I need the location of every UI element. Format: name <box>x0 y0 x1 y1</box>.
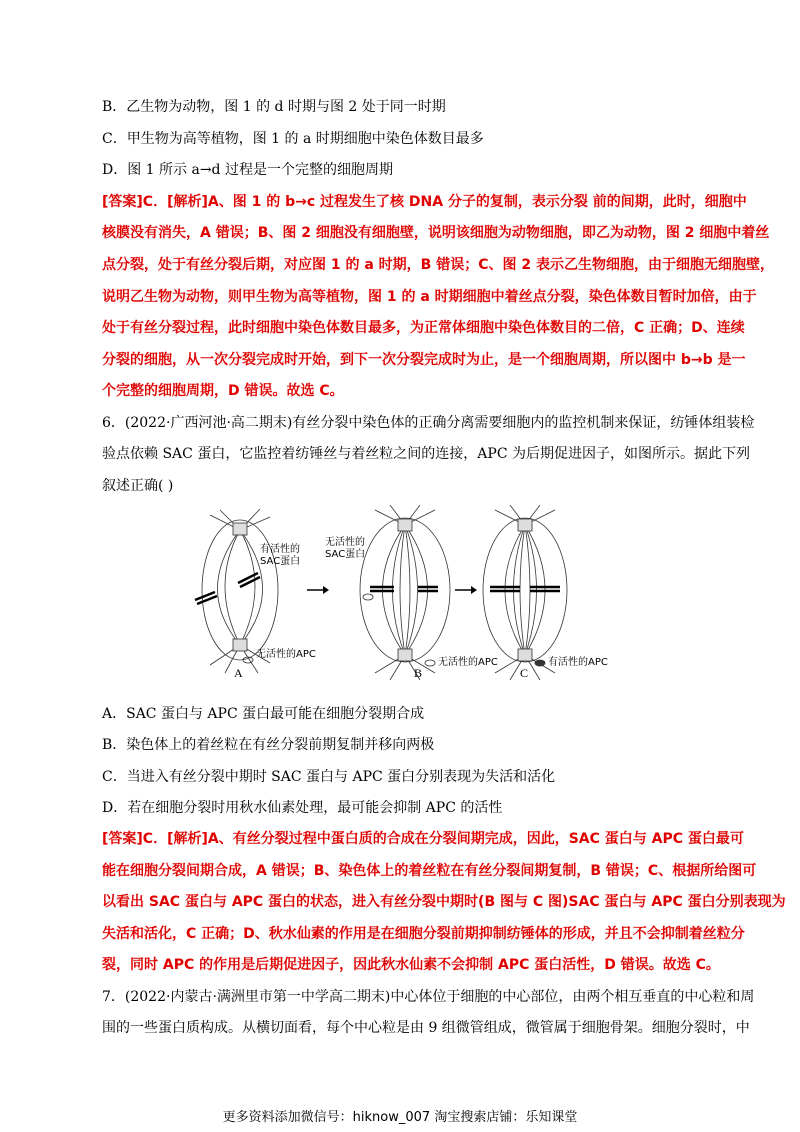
label-inactive-sac-2: SAC蛋白 <box>325 549 366 560</box>
answer-line: 个完整的细胞周期，D 错误。故选 C。 <box>102 383 344 399</box>
label-inactive-apc-b: 无活性的APC <box>438 657 498 668</box>
question-7-line: 7．(2022·内蒙古·满洲里市第一中学高二期末)中心体位于细胞的中心部位，由两个相互垂直的中心粒和周 <box>102 989 755 1005</box>
answer-line: 失活和活化，C 正确；D、秋水仙素的作用是在细胞分裂前期抑制纺锤体的形成，并且不会抑制着丝粒分 <box>102 926 745 942</box>
answer-line: 能在细胞分裂间期合成，A 错误；B、染色体上的着丝粒在有丝分裂间期复制，B 错误；C、根据所给图可 <box>102 863 757 879</box>
label-active-apc: 有活性的APC <box>548 657 608 668</box>
label-active-sac: 有活性的 <box>260 544 300 555</box>
label-active-sac-2: SAC蛋白 <box>260 556 301 567</box>
answer-line: 点分裂，处于有丝分裂后期，对应图 1 的 a 时期，B 错误；C、图 2 表示乙生物细胞，由于细胞无细胞壁， <box>102 257 774 273</box>
option-a: A．SAC 蛋白与 APC 蛋白最可能在细胞分裂期合成 <box>102 706 425 722</box>
page-footer: 更多资料添加微信号：hiknow_007 淘宝搜索店铺：乐知课堂 <box>222 1110 578 1125</box>
answer-line: 说明乙生物为动物，则甲生物为高等植物，图 1 的 a 时期细胞中着丝点分裂，染色体数目暂时加倍，由于 <box>102 289 757 305</box>
cell-b <box>360 505 450 680</box>
label-inactive-sac: 无活性的 <box>325 537 365 548</box>
answer-line: 分裂的细胞，从一次分裂完成时开始，到下一次分裂完成时为止，是一个细胞周期，所以图中 b→b 是一 <box>102 352 746 368</box>
cell-letter-c: C <box>520 666 529 680</box>
option-d-prev: D．图 1 所示 a→d 过程是一个完整的细胞周期 <box>102 162 393 178</box>
cell-c <box>483 505 567 680</box>
option-b: B．染色体上的着丝粒在有丝分裂前期复制并移向两极 <box>102 737 435 753</box>
question-7-line: 围的一些蛋白质构成。从横切面看，每个中心粒是由 9 组微管组成，微管属于细胞骨架。细胞分裂时，中 <box>102 1020 750 1036</box>
question-6-line: 6．(2022·广西河池·高二期末)有丝分裂中染色体的正确分离需要细胞内的监控机制来保证，纺锤体组装检 <box>102 415 755 431</box>
option-c-prev: C．甲生物为高等植物，图 1 的 a 时期细胞中染色体数目最多 <box>102 131 484 147</box>
label-inactive-apc-a: 无活性的APC <box>256 649 316 660</box>
mitosis-figure <box>190 505 620 685</box>
option-c: C．当进入有丝分裂中期时 SAC 蛋白与 APC 蛋白分别表现为失活和活化 <box>102 769 556 785</box>
answer-line: 以看出 SAC 蛋白与 APC 蛋白的状态，进入有丝分裂中期时(B 图与 C 图)SAC 蛋白与 APC 蛋白分别表现为 <box>102 894 786 910</box>
answer-line: 裂，同时 APC 的作用是后期促进因子，因此秋水仙素不会抑制 APC 蛋白活性，D 错误。故选 C。 <box>102 957 720 973</box>
question-6-line: 叙述正确( ) <box>102 478 174 494</box>
cell-letter-b: B <box>414 666 423 680</box>
option-b-prev: B．乙生物为动物，图 1 的 d 时期与图 2 处于同一时期 <box>102 99 446 115</box>
cell-letter-a: A <box>234 666 243 680</box>
option-d: D．若在细胞分裂时用秋水仙素处理，最可能会抑制 APC 的活性 <box>102 800 503 816</box>
answer-line: 核膜没有消失，A 错误；B、图 2 细胞没有细胞壁，说明该细胞为动物细胞，即乙为动物，图 2 细胞中着丝 <box>102 225 770 241</box>
answer-line: 处于有丝分裂过程，此时细胞中染色体数目最多，为正常体细胞中染色体数目的二倍，C 正确；D、连续 <box>102 320 745 336</box>
answer-line: [答案]C．[解析]A、有丝分裂过程中蛋白质的合成在分裂间期完成，因此，SAC 蛋白与 APC 蛋白最可 <box>102 831 744 847</box>
question-6-line: 验点依赖 SAC 蛋白，它监控着纺锤丝与着丝粒之间的连接，APC 为后期促进因子，如图所示。据此下列 <box>102 446 751 462</box>
answer-line: [答案]C．[解析]A、图 1 的 b→c 过程发生了核 DNA 分子的复制，表示分裂 前的间期，此时，细胞中 <box>102 194 747 210</box>
